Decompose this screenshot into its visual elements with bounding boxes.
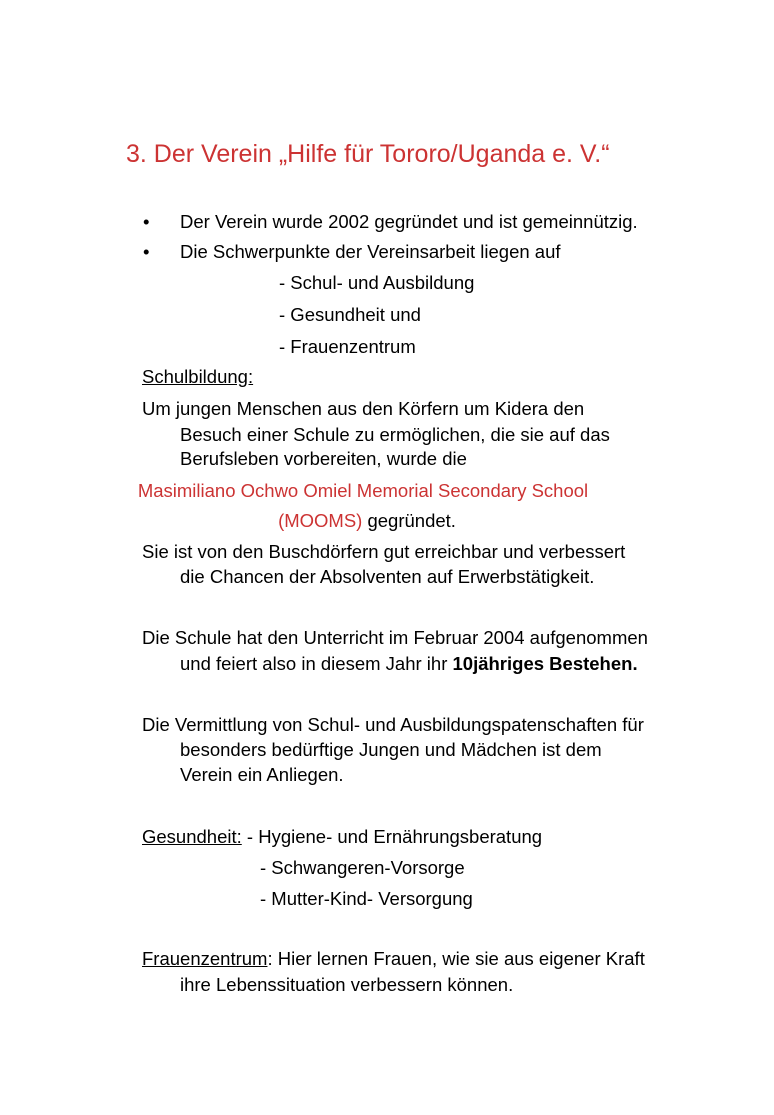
sponsorship-line: Die Vermittlung von Schul- und Ausbildungspatenschaften für — [142, 714, 644, 735]
frauenzentrum-text-line2: ihre Lebenssituation verbessern können. — [180, 974, 514, 995]
school-reach-line: die Chancen der Absolventen auf Erwerbstätigkeit. — [180, 566, 595, 587]
school-start-line: Die Schule hat den Unterricht im Februar 2004 aufgenommen — [142, 627, 648, 648]
schulbildung-intro-line: Um jungen Menschen aus den Körfern um Kidera den — [142, 398, 585, 419]
school-founded-suffix: gegründet. — [362, 510, 456, 531]
bullet-founded: Der Verein wurde 2002 gegründet und ist gemeinnützig. — [180, 211, 638, 232]
school-abbreviation: (MOOMS) — [278, 510, 363, 531]
sponsorship-line: besonders bedürftige Jungen und Mädchen ist dem — [180, 739, 602, 760]
frauenzentrum-heading: Frauenzentrum — [142, 948, 268, 969]
anniversary-prefix: und feiert also in diesem Jahr ihr — [180, 653, 453, 674]
bullet-dot: • — [143, 241, 150, 262]
gesundheit-item: - Mutter-Kind- Versorgung — [260, 888, 473, 909]
school-anniversary-line — [180, 651, 638, 677]
school-name: Masimiliano Ochwo Omiel Memorial Secondary School — [137, 480, 589, 501]
frauenzentrum-text: : Hier lernen Frauen, wie sie aus eigener Kraft — [267, 948, 645, 969]
page-title: 3. Der Verein „Hilfe für Tororo/Uganda e. V.“ — [126, 140, 610, 168]
bullet-focus: Die Schwerpunkte der Vereinsarbeit liegen auf — [180, 241, 561, 262]
anniversary-bold: 10jähriges Bestehen. — [452, 653, 638, 674]
focus-item-health: - Gesundheit und — [279, 304, 421, 325]
schulbildung-intro-line: Berufsleben vorbereiten, wurde die — [180, 448, 467, 469]
schulbildung-heading: Schulbildung: — [142, 366, 254, 387]
sponsorship-line: Verein ein Anliegen. — [180, 764, 344, 785]
focus-item-school: - Schul- und Ausbildung — [279, 272, 475, 293]
gesundheit-item: - Hygiene- und Ernährungsberatung — [241, 826, 543, 847]
gesundheit-line — [142, 824, 542, 850]
bullet-dot: • — [143, 211, 150, 232]
school-reach-line: Sie ist von den Buschdörfern gut erreichbar und verbessert — [142, 541, 626, 562]
schulbildung-intro-line: Besuch einer Schule zu ermöglichen, die sie auf das — [180, 424, 610, 445]
gesundheit-heading: Gesundheit: — [142, 826, 242, 847]
school-founded-line — [52, 508, 682, 534]
frauenzentrum-line — [142, 946, 645, 972]
focus-item-women: - Frauenzentrum — [279, 336, 416, 357]
gesundheit-item: - Schwangeren-Vorsorge — [260, 857, 465, 878]
